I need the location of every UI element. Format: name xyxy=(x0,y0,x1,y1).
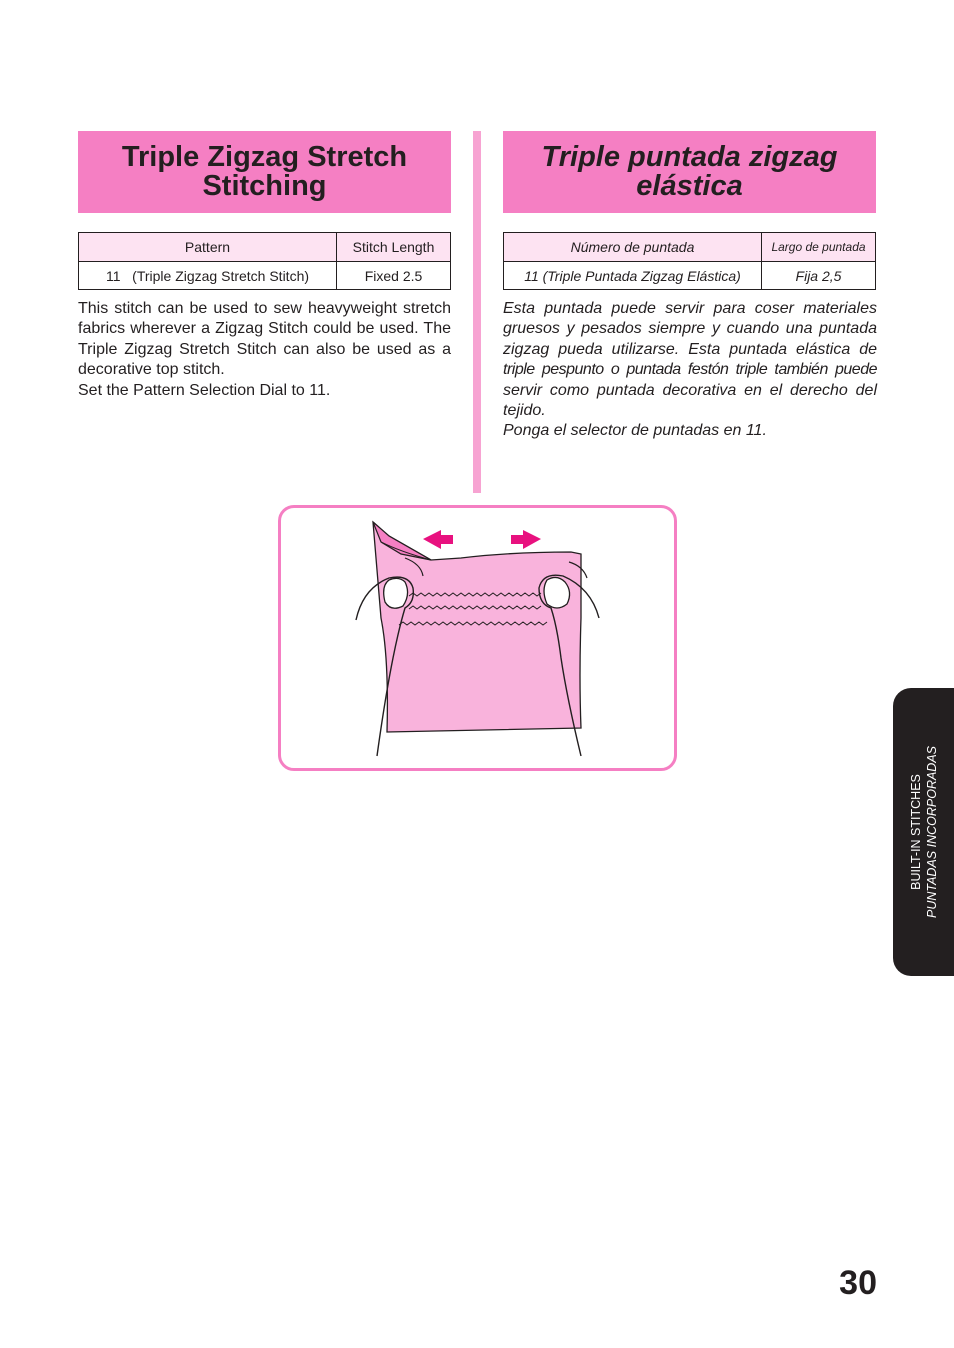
title-spanish xyxy=(503,131,876,213)
body-es-part3: servir como puntada decorativa en el derecho del tejido. xyxy=(503,381,877,420)
side-tab-es: PUNTADAS INCORPORADAS xyxy=(924,745,939,919)
body-spanish xyxy=(503,299,877,442)
header-numero: Número de puntada xyxy=(504,233,762,262)
arrow-right-icon xyxy=(511,530,541,549)
title-es-line2: elástica xyxy=(636,170,743,202)
title-en-line1: Triple Zigzag Stretch xyxy=(121,141,408,173)
body-en-paragraph: This stitch can be used to sew heavyweight stretch fabrics wherever a Zigzag Stitch could be used. The Triple Zigzag Stretch Stitch can also be used as a decorative top stitch. xyxy=(78,300,451,379)
cell-numero: 11 (Triple Puntada Zigzag Elástica) xyxy=(504,262,762,290)
side-tab-en: BUILT-IN STITCHES xyxy=(908,774,923,890)
pattern-table-es xyxy=(503,232,876,290)
cell-largo: Fija 2,5 xyxy=(762,262,876,290)
table-row xyxy=(79,262,451,290)
body-es-paragraph xyxy=(503,299,877,421)
table-header-row xyxy=(504,233,876,262)
table-row xyxy=(504,262,876,290)
arrow-left-icon xyxy=(423,530,453,549)
side-tab-label xyxy=(908,746,940,918)
title-es-line1: Triple puntada zigzag xyxy=(541,141,838,173)
fabric-hands-drawing xyxy=(281,508,674,768)
page-number: 30 xyxy=(839,1264,877,1302)
header-stitch-length: Stitch Length xyxy=(337,233,451,262)
table-header-row xyxy=(79,233,451,262)
column-divider xyxy=(473,131,481,493)
right-thumbnail xyxy=(544,577,570,608)
pattern-table-en xyxy=(78,232,451,290)
section-side-tab xyxy=(893,688,954,976)
header-largo: Largo de puntada xyxy=(762,233,876,262)
stretch-fabric-illustration xyxy=(278,505,677,771)
body-es-instruction: Ponga el selector de puntadas en 11. xyxy=(503,422,767,440)
cell-stitch-length: Fixed 2.5 xyxy=(337,262,451,290)
title-english xyxy=(78,131,451,213)
body-en-instruction: Set the Pattern Selection Dial to 11. xyxy=(78,381,331,399)
body-es-part1: Esta puntada puede servir para coser materiales gruesos y pesados siempre y cuando una puntada zigzag pueda utilizarse. Esta puntada elástica de xyxy=(503,300,877,358)
body-english xyxy=(78,299,451,401)
body-es-part2: triple pespunto o puntada festón triple también puede xyxy=(503,361,877,379)
cell-pattern: 11 (Triple Zigzag Stretch Stitch) xyxy=(79,262,337,290)
title-en-line2: Stitching xyxy=(202,170,327,202)
header-pattern: Pattern xyxy=(79,233,337,262)
left-thumbnail xyxy=(384,578,408,608)
